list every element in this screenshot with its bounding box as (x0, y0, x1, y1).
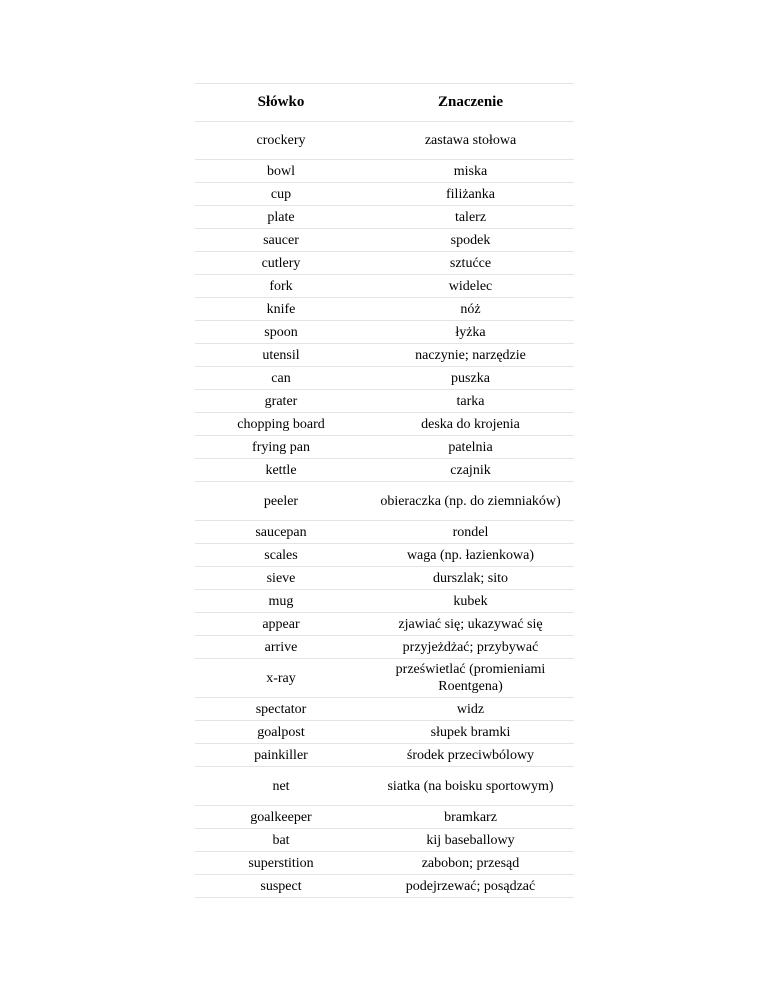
meaning-cell: prześwietlać (promieniami Roentgena) (367, 659, 574, 698)
table-row (195, 436, 574, 459)
word-cell: sieve (195, 567, 367, 590)
table-row (195, 698, 574, 721)
meaning-cell: zjawiać się; ukazywać się (367, 613, 574, 636)
meaning-cell: słupek bramki (367, 721, 574, 744)
table-row (195, 544, 574, 567)
word-cell: x-ray (195, 659, 367, 698)
table-row (195, 829, 574, 852)
word-cell: can (195, 367, 367, 390)
meaning-cell: widz (367, 698, 574, 721)
table-row (195, 390, 574, 413)
table-row (195, 721, 574, 744)
word-cell: spectator (195, 698, 367, 721)
meaning-cell: zabobon; przesąd (367, 852, 574, 875)
word-cell: grater (195, 390, 367, 413)
meaning-cell: widelec (367, 275, 574, 298)
word-cell: saucepan (195, 521, 367, 544)
meaning-cell: naczynie; narzędzie (367, 344, 574, 367)
word-cell: arrive (195, 636, 367, 659)
word-cell: appear (195, 613, 367, 636)
meaning-cell: obieraczka (np. do ziemniaków) (367, 482, 574, 521)
table-row (195, 806, 574, 829)
meaning-cell: durszlak; sito (367, 567, 574, 590)
table-row (195, 367, 574, 390)
table-row (195, 767, 574, 806)
meaning-cell: łyżka (367, 321, 574, 344)
meaning-cell: miska (367, 160, 574, 183)
table-row (195, 206, 574, 229)
word-cell: painkiller (195, 744, 367, 767)
table-row (195, 160, 574, 183)
table-row (195, 590, 574, 613)
meaning-cell: zastawa stołowa (367, 122, 574, 160)
table-row (195, 413, 574, 436)
header-word: Słówko (195, 84, 367, 122)
meaning-cell: kij baseballowy (367, 829, 574, 852)
meaning-cell: bramkarz (367, 806, 574, 829)
word-cell: bowl (195, 160, 367, 183)
table-header-row (195, 84, 574, 122)
table-row (195, 744, 574, 767)
table-row (195, 521, 574, 544)
meaning-cell: siatka (na boisku sportowym) (367, 767, 574, 806)
table-row (195, 229, 574, 252)
header-meaning: Znaczenie (367, 84, 574, 122)
vocabulary-table (195, 83, 574, 898)
word-cell: cup (195, 183, 367, 206)
table-row (195, 852, 574, 875)
table-row (195, 482, 574, 521)
meaning-cell: kubek (367, 590, 574, 613)
table-row (195, 298, 574, 321)
table-row (195, 636, 574, 659)
word-cell: kettle (195, 459, 367, 482)
meaning-cell: podejrzewać; posądzać (367, 875, 574, 898)
meaning-cell: środek przeciwbólowy (367, 744, 574, 767)
table-row (195, 613, 574, 636)
meaning-cell: sztućce (367, 252, 574, 275)
meaning-cell: tarka (367, 390, 574, 413)
word-cell: bat (195, 829, 367, 852)
meaning-cell: przyjeżdżać; przybywać (367, 636, 574, 659)
meaning-cell: czajnik (367, 459, 574, 482)
word-cell: fork (195, 275, 367, 298)
word-cell: saucer (195, 229, 367, 252)
table-row (195, 321, 574, 344)
word-cell: utensil (195, 344, 367, 367)
word-cell: net (195, 767, 367, 806)
word-cell: cutlery (195, 252, 367, 275)
table-row (195, 459, 574, 482)
table-row (195, 252, 574, 275)
word-cell: goalkeeper (195, 806, 367, 829)
word-cell: goalpost (195, 721, 367, 744)
meaning-cell: filiżanka (367, 183, 574, 206)
word-cell: superstition (195, 852, 367, 875)
word-cell: knife (195, 298, 367, 321)
meaning-cell: patelnia (367, 436, 574, 459)
word-cell: scales (195, 544, 367, 567)
table-row (195, 275, 574, 298)
word-cell: spoon (195, 321, 367, 344)
meaning-cell: talerz (367, 206, 574, 229)
table-row (195, 183, 574, 206)
word-cell: frying pan (195, 436, 367, 459)
meaning-cell: spodek (367, 229, 574, 252)
table-row (195, 875, 574, 898)
word-cell: mug (195, 590, 367, 613)
word-cell: peeler (195, 482, 367, 521)
meaning-cell: rondel (367, 521, 574, 544)
meaning-cell: puszka (367, 367, 574, 390)
table-row (195, 567, 574, 590)
table-row (195, 344, 574, 367)
meaning-cell: waga (np. łazienkowa) (367, 544, 574, 567)
word-cell: chopping board (195, 413, 367, 436)
word-cell: suspect (195, 875, 367, 898)
meaning-cell: nóż (367, 298, 574, 321)
meaning-cell: deska do krojenia (367, 413, 574, 436)
word-cell: plate (195, 206, 367, 229)
table-row (195, 659, 574, 698)
table-row (195, 122, 574, 160)
word-cell: crockery (195, 122, 367, 160)
